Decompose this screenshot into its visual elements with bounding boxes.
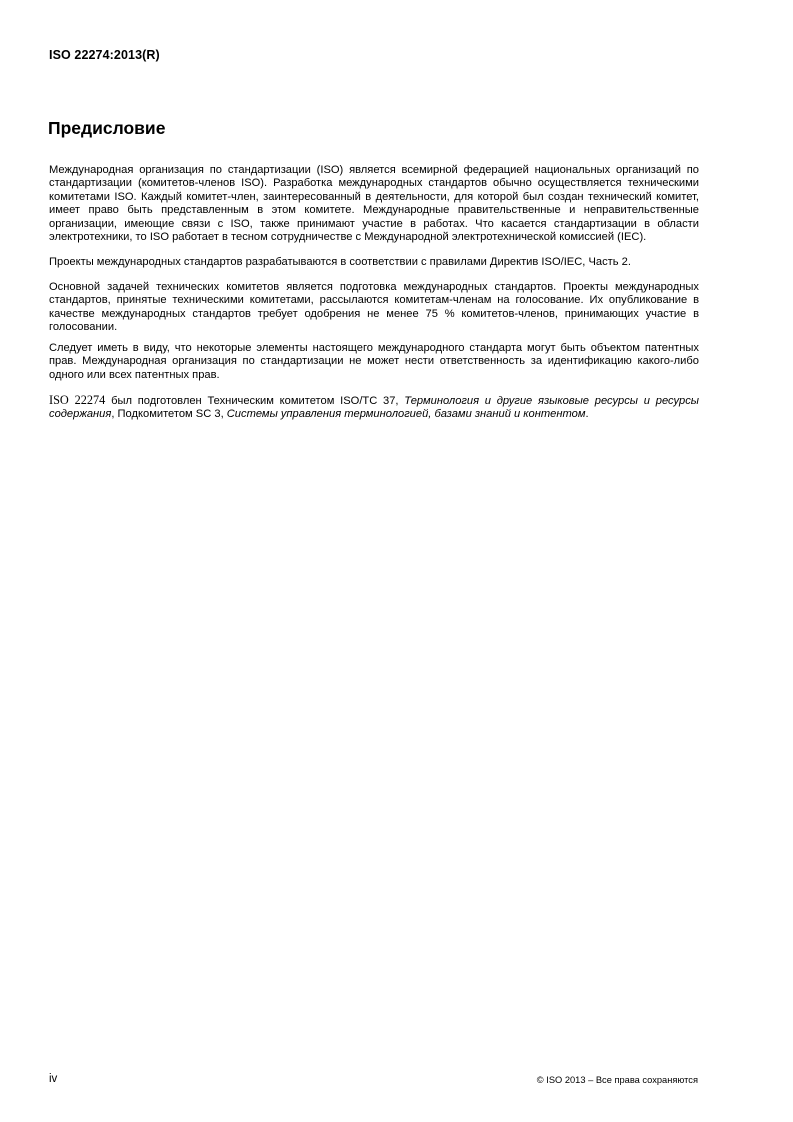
paragraph-directives: Проекты международных стандартов разрабатываются в соответствии с правилами Директив ISO/IEC, Часть 2. <box>49 255 631 268</box>
paragraph-preparation <box>49 394 699 422</box>
foreword-body <box>49 164 699 433</box>
page-title: Предисловие <box>48 118 166 138</box>
committee-name: Терминология и другие языковые ресурсы и ресурсы содержания <box>49 394 699 421</box>
standard-reference: ISO 22274 <box>49 392 106 407</box>
preparation-text-1: был подготовлен Техническим комитетом ISO/TC 37, <box>105 394 405 407</box>
preparation-text-2: , Подкомитетом SC 3, <box>111 408 227 421</box>
page-number: iv <box>49 1073 58 1085</box>
preparation-text-3: . <box>585 408 589 421</box>
copyright-notice: © ISO 2013 – Все права сохраняются <box>536 1075 698 1085</box>
paragraph-iso-overview: Международная организация по стандартизации (ISO) является всемирной федерацией национальных организаций по стандартизации (комитетов-членов ISO). Разработка международных стандартов обычно осуществляется техническими комитетами ISO. Каждый комитет-член, заинтересованный в деятельности, для которой был создан технический комитет, имеет право быть представленным в этом комитете. Международные правительственные и неправительственные организации, имеющие связи с ISO, также принимают участие в работах. Что касается стандартизации в области электротехники, то ISO работает в тесном сотрудничестве с Международной электротехнической комиссией (IEC). <box>49 164 699 244</box>
paragraph-committee-task: Основной задачей технических комитетов является подготовка международных стандартов. Проекты международных стандартов, принятые техническими комитетами, рассылаются комитетам-членам на голосование. Их опубликование в качестве международных стандартов требует одобрения не менее 75 % комитетов-членов, принимающих участие в голосовании. <box>49 280 699 334</box>
subcommittee-name: Системы управления терминологией, базами знаний и контентом <box>226 408 586 421</box>
paragraph-patent-rights: Следует иметь в виду, что некоторые элементы настоящего международного стандарта могут быть объектом патентных прав. Международная организация по стандартизации не может нести ответственность за идентификацию какого-либо одного или всех патентных прав. <box>49 341 699 381</box>
document-id: ISO 22274:2013(R) <box>49 48 160 62</box>
